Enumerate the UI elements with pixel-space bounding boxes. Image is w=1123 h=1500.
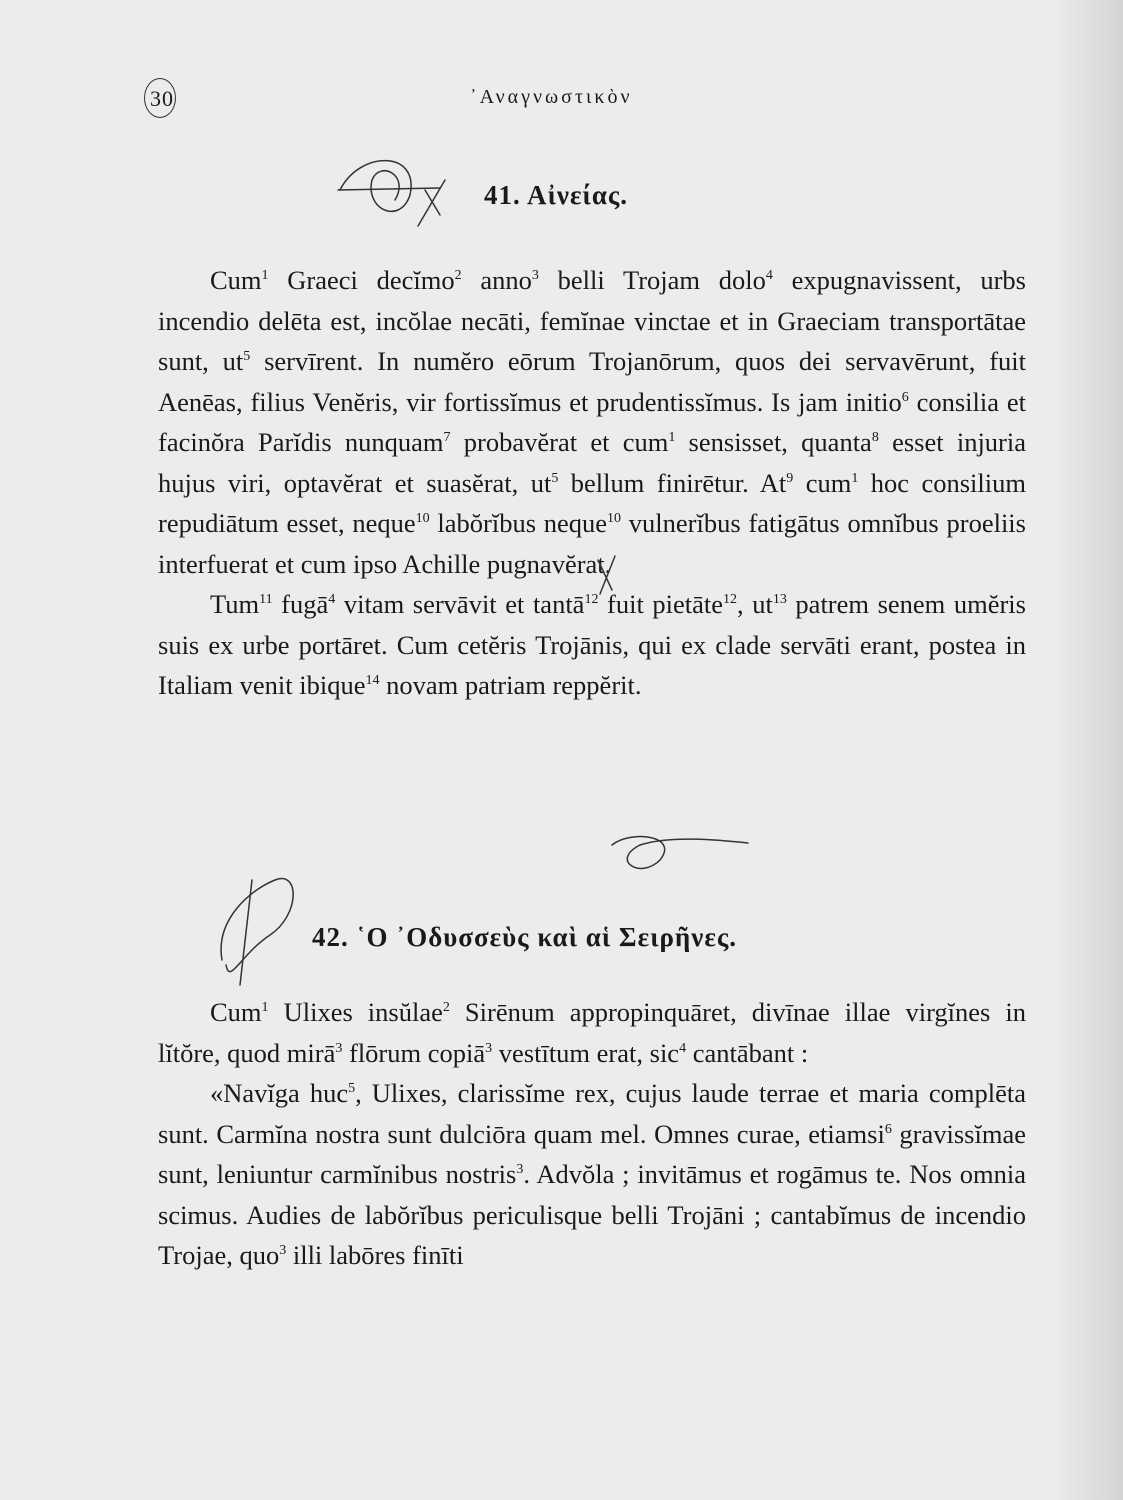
- text-run: , Ulixes, clarissĭme rex, cujus laude terrae et maria complēta sunt. Carmĭna nostra sunt dulciōra quam mel. Omnes curae, etiamsi: [158, 1078, 1026, 1149]
- text-run: labŏrĭbus neque: [429, 508, 608, 538]
- footnote-ref: 11: [259, 592, 273, 608]
- text-run: vulnerĭbus fatigātus omnĭbus proeliis interfuerat et cum ipso Achille pugnavĕrat.: [158, 508, 1026, 579]
- footnote-ref: 12: [584, 592, 599, 608]
- text-run: servīrent. In numĕro eōrum Trojanōrum, quos dei servavērunt, fuit Aenēas, filius Venĕris, vir fortissĭmus et prudentissĭmus. Is jam initio: [158, 346, 1026, 417]
- text-run: Tum: [210, 589, 260, 619]
- footnote-ref: 7: [443, 430, 451, 446]
- text-run: vestītum erat, sic: [492, 1037, 680, 1068]
- footnote-ref: 6: [901, 389, 909, 405]
- footnote-ref: 4: [328, 592, 336, 608]
- text-run: novam patriam reppĕrit.: [379, 670, 642, 700]
- text-run: consilia et facinŏra Parĭdis nunquam: [158, 386, 1026, 457]
- text-run: Graeci decĭmo: [268, 265, 455, 295]
- footnote-ref: 14: [365, 673, 380, 689]
- paragraph: [158, 260, 1026, 584]
- footnote-ref: 12: [723, 592, 738, 608]
- footnote-ref: 4: [765, 268, 773, 284]
- text-run: cantābant :: [686, 1037, 809, 1068]
- footnote-ref: 4: [679, 1040, 687, 1056]
- scribble-mark: [612, 837, 748, 869]
- footnote-ref: 6: [884, 1121, 892, 1137]
- text-run: anno: [461, 265, 532, 295]
- section-42-body: [158, 992, 1026, 1276]
- footnote-ref: 1: [668, 430, 676, 446]
- text-run: illi labōres finīti: [286, 1240, 464, 1270]
- footnote-ref: 1: [851, 470, 859, 486]
- text-run: esset injuria hujus viri, optavĕrat et suasĕrat, ut: [158, 427, 1027, 498]
- text-run: patrem senem umĕris suis ex urbe portāret. Cum cetĕris Trojānis, qui ex clade servāti erant, postea in Italiam venit ibique: [158, 589, 1026, 700]
- text-run: probavĕrat et cum: [450, 427, 669, 457]
- footnote-ref: 10: [607, 511, 622, 527]
- section-heading-42: 42. ῾Ο ᾿Οδυσσεὺς καὶ αἱ Σειρῆνες.: [312, 922, 738, 952]
- paragraph: [158, 992, 1026, 1073]
- page-edge-shadow: [1053, 0, 1123, 1500]
- text-run: expugnavissent, urbs incendio delēta est, incŏlae necāti, femĭnae vinctae et in Graeciam transportātae sunt, ut: [158, 265, 1026, 376]
- text-run: Ulixes insŭlae: [268, 997, 443, 1027]
- scribble-mark: [240, 880, 252, 985]
- footnote-ref: 3: [516, 1162, 524, 1178]
- section-41-body: [158, 260, 1026, 706]
- footnote-ref: 3: [485, 1040, 493, 1056]
- footnote-ref: 5: [551, 470, 559, 486]
- footnote-ref: 8: [871, 430, 879, 446]
- scribble-mark: [338, 188, 440, 190]
- footnote-ref: 2: [454, 268, 462, 284]
- text-run: . Advŏla ; invitāmus et rogāmus te. Nos omnia scimus. Audies de labŏrĭbus periculisque belli Trojāni ; cantabĭmus de incendio Trojae, quo: [158, 1159, 1026, 1270]
- paragraph: [158, 1073, 1026, 1276]
- text-run: Sirēnum appropinquāret, divīnae illae virgĭnes in lĭtŏre, quod mirā: [158, 997, 1026, 1068]
- running-head: [150, 78, 1050, 118]
- scribble-mark: [340, 161, 411, 212]
- footnote-ref: 5: [243, 349, 251, 365]
- text-run: fuit pietāte: [598, 589, 724, 619]
- section-heading-41: 41. Αἰνείας.: [484, 180, 629, 210]
- footnote-ref: 5: [348, 1081, 356, 1097]
- footnote-ref: 2: [442, 1000, 450, 1016]
- text-run: Cum: [210, 265, 262, 295]
- footnote-ref: 13: [772, 592, 787, 608]
- footnote-ref: 3: [531, 268, 539, 284]
- footnote-ref: 9: [786, 470, 794, 486]
- text-run: cum: [793, 467, 852, 498]
- text-run: «Navĭga huc: [210, 1078, 349, 1108]
- footnote-ref: 1: [261, 268, 269, 284]
- page-number: 30: [150, 86, 174, 111]
- text-run: , ut: [737, 589, 773, 619]
- text-run: bellum finirētur. At: [558, 467, 787, 498]
- footnote-ref: 3: [279, 1243, 287, 1259]
- footnote-ref: 3: [335, 1040, 343, 1056]
- cross-mark: [418, 180, 445, 226]
- scribble-mark: [221, 879, 293, 972]
- footnote-ref: 1: [261, 1000, 269, 1016]
- text-run: belli Trojam dolo: [538, 265, 766, 295]
- text-run: vitam servāvit et tantā: [335, 589, 585, 619]
- text-run: hoc consilium repudiātum esset, neque: [158, 467, 1026, 538]
- text-run: flōrum copiā: [342, 1037, 486, 1068]
- text-run: sensisset, quanta: [675, 427, 872, 457]
- running-title: ᾿Αναγνωστικὸν: [470, 86, 633, 108]
- text-run: Cum: [210, 997, 262, 1027]
- text-run: fugā: [272, 589, 329, 619]
- footnote-ref: 10: [415, 511, 430, 527]
- text-run: gravissĭmae sunt, leniuntur carmĭnibus nostris: [158, 1118, 1026, 1189]
- paragraph: [158, 584, 1026, 706]
